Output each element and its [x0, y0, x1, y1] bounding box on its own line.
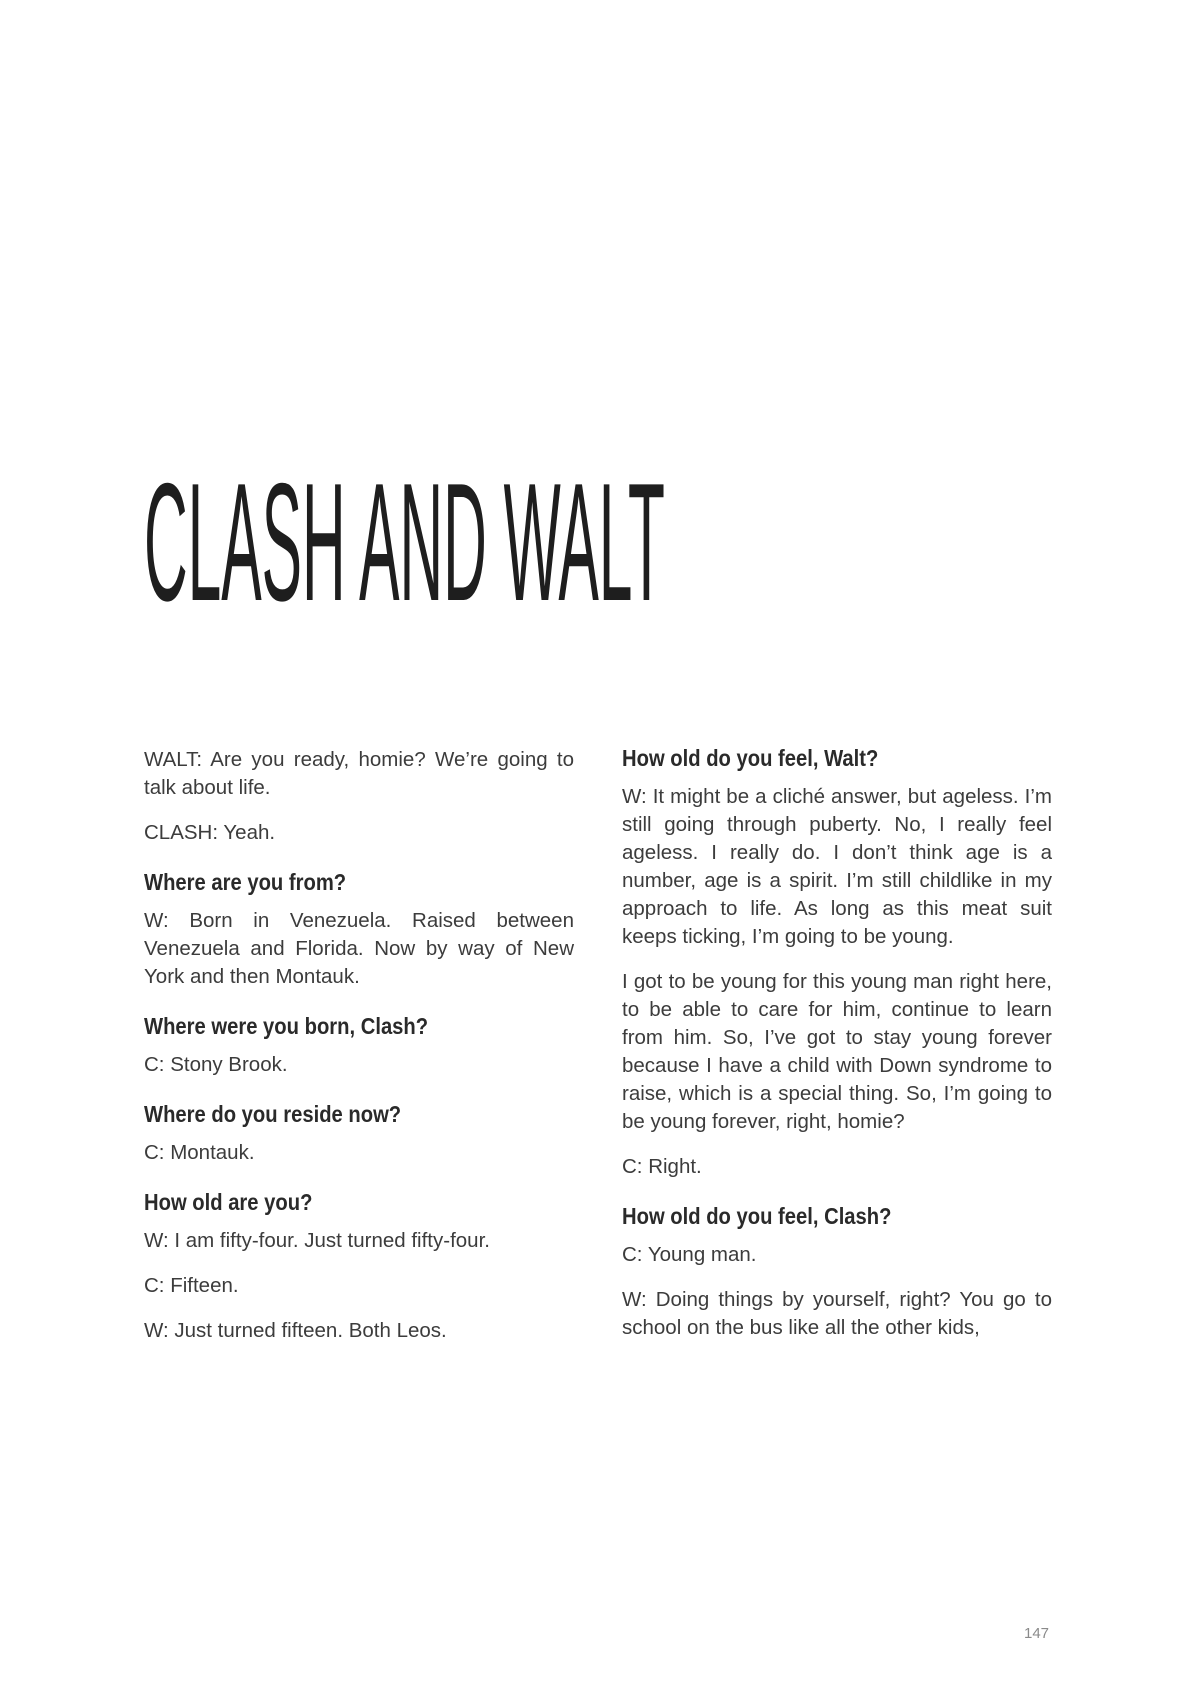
- question-heading: Where were you born, Clash?: [144, 1013, 429, 1039]
- paragraph: CLASH: Yeah.: [144, 821, 276, 844]
- left-column: [144, 746, 574, 1345]
- paragraph: C: Montauk.: [144, 1141, 255, 1164]
- paragraph: W: I am fifty-four. Just turned fifty-four.: [144, 1229, 490, 1252]
- paragraph: W: Doing things by yourself, right? You go to school on the bus like all the other kids,: [622, 1288, 1052, 1339]
- paragraph: I got to be young for this young man right here, to be able to care for him, continue to learn from him. So, I’ve got to stay young forever because I have a child with Down syndrome to raise, which is a special thing. So, I’m going to be young forever, right, homie?: [622, 970, 1052, 1133]
- paragraph: W: Born in Venezuela. Raised between Venezuela and Florida. Now by way of New York and then Montauk.: [144, 909, 574, 988]
- question-heading: Where do you reside now?: [144, 1101, 402, 1127]
- question-heading: How old are you?: [144, 1189, 313, 1215]
- paragraph: C: Stony Brook.: [144, 1053, 288, 1076]
- paragraph: C: Right.: [622, 1155, 702, 1178]
- question-heading: How old do you feel, Walt?: [622, 745, 879, 771]
- paragraph: W: It might be a cliché answer, but ageless. I’m still going through puberty. No, I really feel ageless. I really do. I don’t think age is a number, age is a spirit. I’m still childlike in my approach to life. As long as this meat suit keeps ticking, I’m going to be young.: [622, 785, 1052, 948]
- page-number: 147: [1024, 1625, 1050, 1642]
- paragraph: C: Fifteen.: [144, 1274, 239, 1297]
- paragraph: W: Just turned fifteen. Both Leos.: [144, 1319, 447, 1342]
- page-title: CLASH AND WALT: [144, 448, 665, 636]
- right-column: [622, 744, 1052, 1342]
- question-heading: How old do you feel, Clash?: [622, 1203, 892, 1229]
- paragraph: C: Young man.: [622, 1243, 757, 1266]
- question-heading: Where are you from?: [144, 869, 347, 895]
- paragraph: WALT: Are you ready, homie? We’re going to talk about life.: [144, 748, 574, 799]
